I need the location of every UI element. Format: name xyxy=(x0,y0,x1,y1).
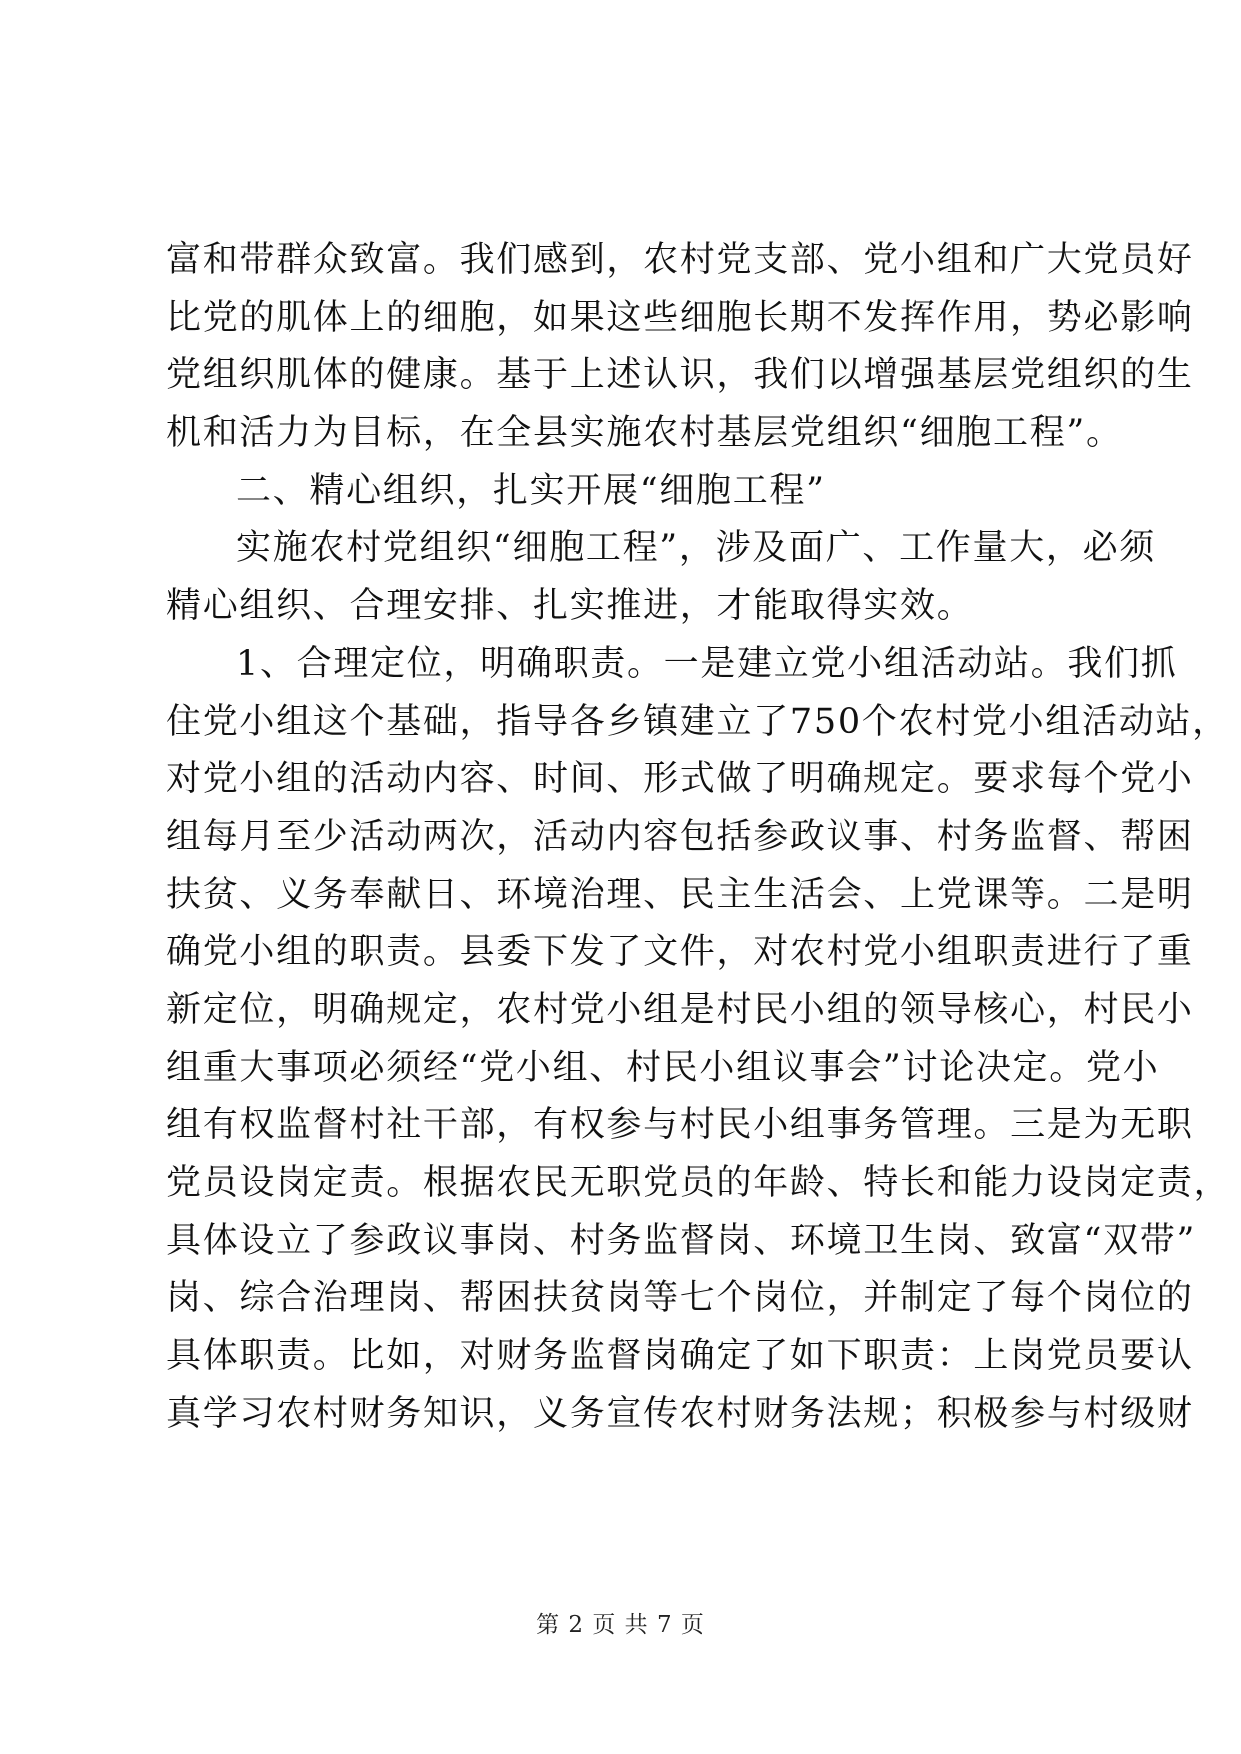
text-line: 组重大事项必须经“党小组、村民小组议事会”讨论决定。党小 xyxy=(166,1047,1160,1088)
page-footer xyxy=(0,1611,1241,1639)
section-heading: 二、精心组织，扎实开展“细胞工程” xyxy=(236,470,826,511)
text-line: 确党小组的职责。县委下发了文件，对农村党小组职责进行了重 xyxy=(166,932,1194,973)
page-number: 第 2 页 共 7 页 xyxy=(536,1612,705,1638)
text-line: 具体职责。比如，对财务监督岗确定了如下职责：上岗党员要认 xyxy=(166,1336,1194,1377)
document-body xyxy=(166,232,1231,1443)
text-line: 组每月至少活动两次，活动内容包括参政议事、村务监督、帮困 xyxy=(166,816,1194,857)
text-line: 党组织肌体的健康。基于上述认识，我们以增强基层党组织的生 xyxy=(166,355,1194,396)
text-line: 精心组织、合理安排、扎实推进，才能取得实效。 xyxy=(166,586,974,627)
text-line: 具体设立了参政议事岗、村务监督岗、环境卫生岗、致富“双带” xyxy=(166,1220,1197,1261)
text-line: 岗、综合治理岗、帮困扶贫岗等七个岗位，并制定了每个岗位的 xyxy=(166,1278,1194,1319)
text-line: 住党小组这个基础，指导各乡镇建立了750个农村党小组活动站， xyxy=(166,701,1229,742)
text-line: 真学习农村财务知识，义务宣传农村财务法规；积极参与村级财 xyxy=(166,1393,1194,1434)
text-line: 富和带群众致富。我们感到，农村党支部、党小组和广大党员好 xyxy=(166,240,1194,280)
text-line: 实施农村党组织“细胞工程”，涉及面广、工作量大，必须 xyxy=(236,528,1156,569)
text-line: 1、合理定位，明确职责。一是建立党小组活动站。我们抓 xyxy=(236,643,1178,684)
text-line: 新定位，明确规定，农村党小组是村民小组的领导核心，村民小 xyxy=(166,989,1194,1030)
text-line: 对党小组的活动内容、时间、形式做了明确规定。要求每个党小 xyxy=(166,759,1194,800)
text-line: 党员设岗定责。根据农民无职党员的年龄、特长和能力设岗定责， xyxy=(166,1163,1231,1203)
text-line: 组有权监督村社干部，有权参与村民小组事务管理。三是为无职 xyxy=(166,1105,1194,1146)
text-line: 扶贫、义务奉献日、环境治理、民主生活会、上党课等。二是明 xyxy=(166,874,1194,915)
text-line: 机和活力为目标，在全县实施农村基层党组织“细胞工程”。 xyxy=(166,413,1123,454)
text-line: 比党的肌体上的细胞，如果这些细胞长期不发挥作用，势必影响 xyxy=(166,297,1194,338)
